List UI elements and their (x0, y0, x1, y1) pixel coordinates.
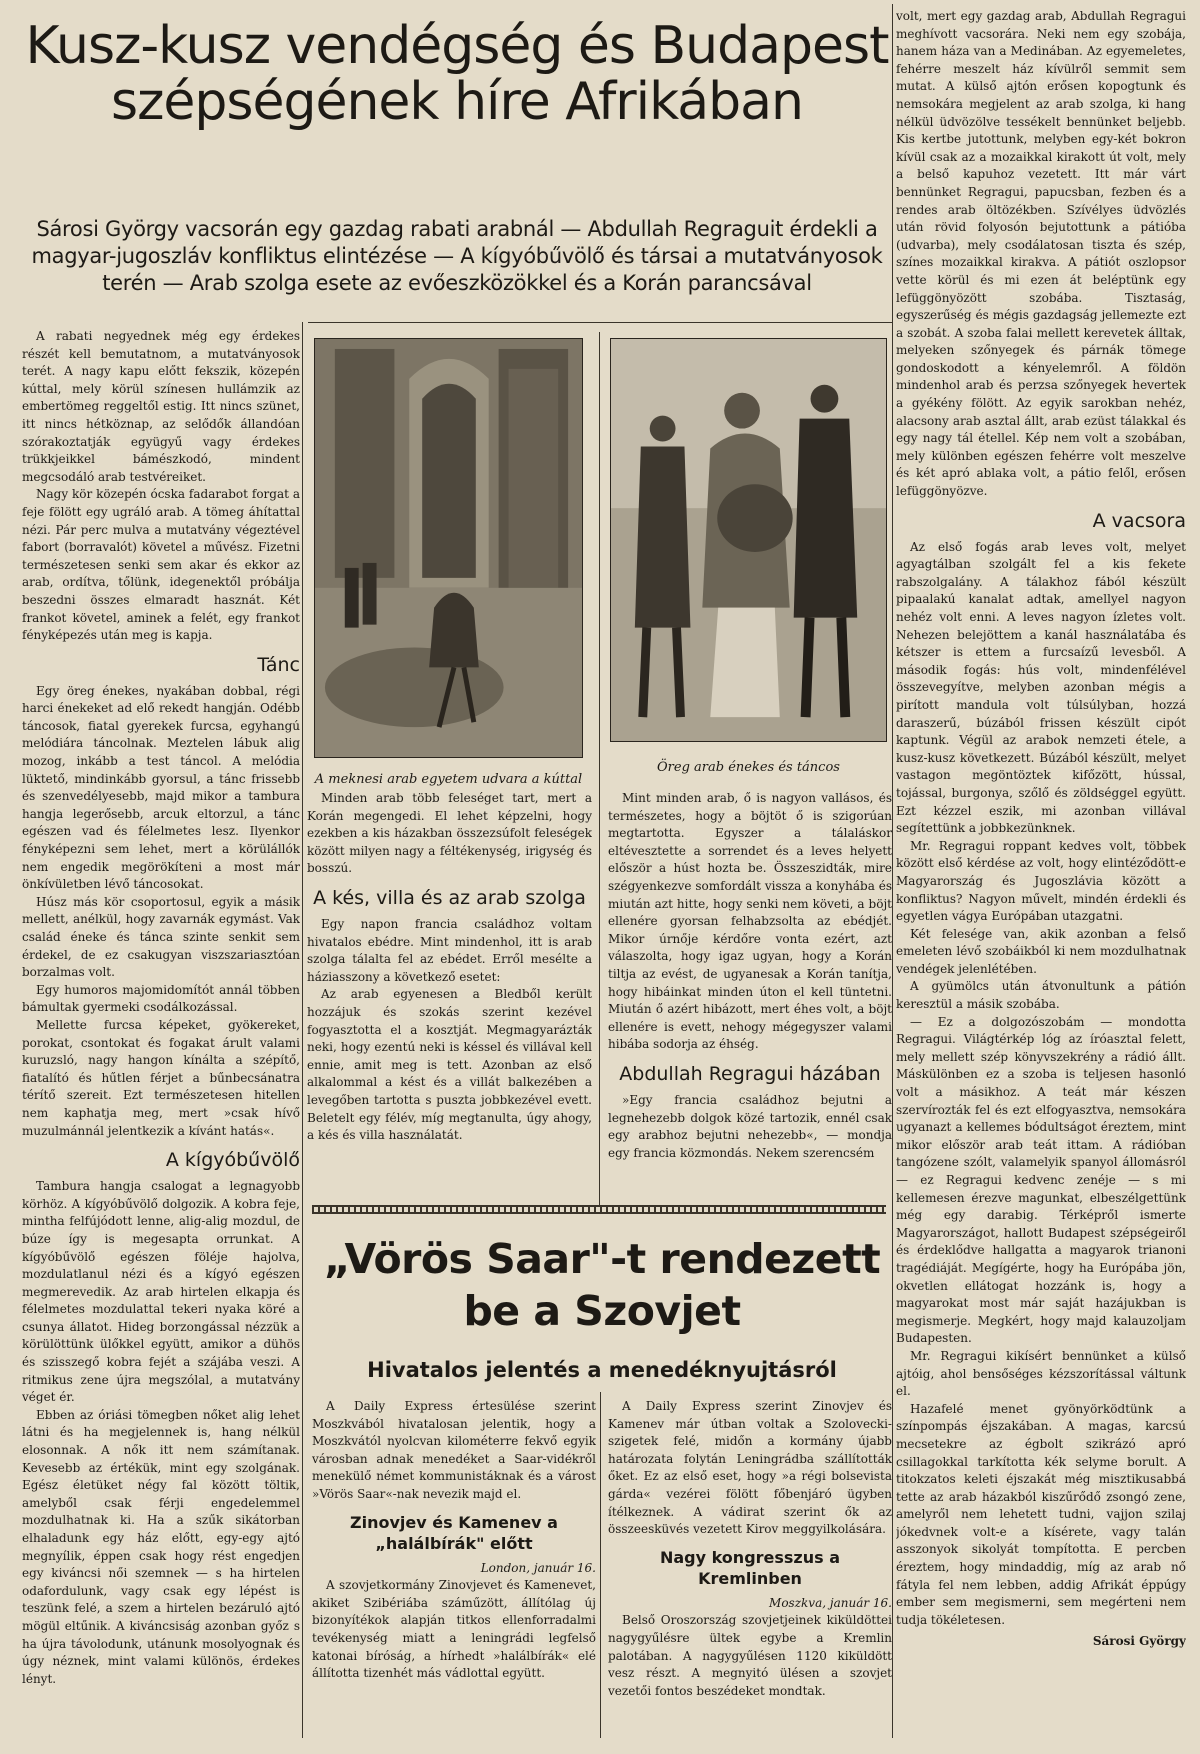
paragraph: Ebben az óriási tömegben nőket alig lehet látni és ha megjelennek is, hang nélkül elosonnak. A nők itt nem számítanak. Kevesebb az értékük, mint egy szolgának. Egész életüket négy fal között töltik, amelyből csak férji engedelemmel mozdulhatnak ki. Ha a szűk sikátorban elhaladunk egy ház előtt, egy-egy ajtó megnyílik, éppen csak hogy rést engedjen egy kiváncsi női szemnek — s ha hirtelen odafordulunk, vagy csak egy lépést is teszünk felé, a szem a hirtelen bezáruló ajtó mögül eltűnik. A kiváncsiság azonban győz s ha újra távolodunk, utánunk mosolyognak és úgy néznek, mint valami különös, érdekes lényt. (22, 1407, 300, 1686)
column-rule (892, 4, 893, 1738)
paragraph: Egy humoros majomidomítót annál többen bámultak gyermeki csodálkozással. (22, 982, 300, 1015)
paragraph: Húsz más kör csoportosul, egyik a másik mellett, anélkül, hogy zavarnák egymást. Vak család éneke és tánca szinte senkit sem érdekel, de ez csakugyan viszszariasztóan borzalmas volt. (22, 894, 300, 980)
headline: Kusz-kusz vendégség és Budapest szépségének híre Afrikában (25, 16, 889, 132)
paragraph: A Daily Express értesülése szerint Moszkvából hivatalosan jelentik, hogy a Moszkvától nyolcvan kilométerre fekvő egyik városban adnak menedéket a Saar-vidékről menekülő német kommunistáknak és a várost »Vörös Saar«-nak nevezik majd el. (312, 1399, 596, 1501)
section-rule (308, 322, 892, 323)
paragraph: A rabati negyednek még egy érdekes részét kell bemutatnom, a mutatványosok terét. A nagy kapu előtt fekszik, közepén kúttal, mely körül színesen hullámzik az embertömeg reggeltől estig. Itt nincs szünet, itt nincs hétköznap, az selődők állandóan szórakoztatják együgyű vagy érdekes trükkjeikkel bámészkodó, mindent megcsodáló arab testvéreiket. (22, 329, 300, 484)
paragraph: Belső Oroszország szovjetjeinek kiküldöttei nagygyűlésre ültek egybe a Kremlin palotában. A nagygyűlésen 1120 kiküldött vesz részt. A megnyitó ülésen a szovjet vezetői fontos beszédeket mondtak. (608, 1613, 892, 1698)
story2-column-1 (312, 1398, 596, 1738)
section-heading-abdullah: Abdullah Regragui házában (619, 1062, 881, 1085)
subheadline: Sárosi György vacsorán egy gazdag rabati arabnál — Abdullah Regraguit érdekli a magyar-jugoszláv konfliktus elintézése — A kígyóbűvölő és társai a mutatványosok terén — Arab szolga esete az evőeszközökkel és a Korán parancsával (31, 217, 883, 295)
paragraph: A gyümölcs után átvonultunk a pátión keresztül a másik szobába. (896, 979, 1186, 1012)
paragraph: Mr. Regragui kikísért bennünket a külső ajtóig, ahol bensőséges kézszorítással váltunk el. (896, 1348, 1186, 1399)
paragraph: — Ez a dolgozószobám — mondotta Regragui. Világtérkép lóg az íróasztal felett, mely mellett szép könyvszekrény a rádió állt. Máskülönben ez a szoba is teljesen hasonló volt a másikhoz. A teát már készen szervírozták fel és ezt elfogyasztva, nemsokára ugyanazt a kellemes bódultságot éreztem, mint mikor először arab teát ittam. A rádióban tangózene szólt, valamelyik spanyol állomásról — ez Regragui kedvenc zenéje — s mi kellemesen érezve magunkat, elbeszélgettünk még egy darabig. Térképről ismerte Magyarországot, hallott Budapest szépségeiről és érdeklődve hallgatta a magyarok trianoni tragédiáját. Megígérte, hogy ha Európába jön, okvetlen ellátogat hozzánk is, hogy a magyarokat most már saját hazájukban is megismerje. Megkért, hogy majd kalauzoljam Budapesten. (896, 1014, 1186, 1346)
story2-column-2 (608, 1398, 892, 1738)
paragraph: Tambura hangja csalogat a legnagyobb körhöz. A kígyóbűvölő dolgozik. A kobra feje, mintha felfújódott lenne, alig-alig mozdul, de búze így is megesapta orrunkat. A kígyóbűvölő egészen föléje hajolva, mozdulatlanul nézi és a kígyó egészen megmerevedik. Az arab hirtelen elkapja és félelmetes mozdulattal tekeri nyaka köré a csunya állatot. Hideg borzongással nézzük a körülöttünk ülőkkel együtt, amikor a dühös és szisszegő kobra fejét a szájába veszi. A ritmikus zene újra megszólal, a mutatvány véget ér. (22, 1179, 300, 1405)
column-rule (302, 322, 303, 1738)
article-column-2 (307, 790, 592, 1210)
author-signature: Sárosi György (1092, 1634, 1186, 1649)
paragraph: Mellette furcsa képeket, gyökereket, porokat, csontokat és fogakat árult valami kuruzsló, nagy hangon kínálta a szépítő, fiatalító és hűtlen férjet a bűnbecsánatra térítő szereit. Ezt természetesen hitellen nem kaphatja meg, mert »csak hívő muzulmánnál jelentkezik a kívánt hatás«. (22, 1017, 300, 1138)
story2-headline: „Vörös Saar"-t rendezett be a Szovjet (323, 1235, 881, 1335)
paragraph: »Egy francia családhoz bejutni a legnehezebb dolgok közé tartozik, ennél csak egy arabhoz bejutni nehezebb«, — mondja egy francia közmondás. Nekem szerencsém (608, 1092, 892, 1160)
dateline: Moszkva, január 16. (769, 1595, 892, 1610)
photo-caption: Öreg arab énekes és táncos (657, 760, 840, 775)
paragraph: A Daily Express szerint Zinovjev és Kamenev már útban voltak a Szolovecki-szigetek felé, midőn a kormány újabb határozata folytán Leningrádba szállították őket. Ez az első eset, hogy »a régi bolsevista gárda« vezérei fölött főbenjáró ügyben ítélkeznek. A vádirat szerint ők az összeesküvés vezetett Kirov meggyilkolására. (608, 1399, 892, 1537)
column-rule (599, 332, 600, 1206)
paragraph: Az arab egyenesen a Bledből került hozzájuk és szokás szerint kezével fogyasztotta el a kosztját. Megmagyarázták neki, hogy ezentú neki is késsel és villával kell ennie, amit meg is tett. Azonban az első alkalommal a kést és a villát balkezében a levegőben tartotta s puszta jobbkezével evett. Beletelt egy félév, míg megtanulta, úgy ahogy, a kés és villa használatát. (307, 987, 592, 1143)
section-heading-vacsora: A vacsora (1092, 509, 1186, 532)
paragraph: Hazafelé menet gyönyörködtünk a színpompás éjszakában. A magas, karcsú mecsetekre az égbolt szikrázó apró csillagokkal tarkította kék selyme borult. A titokzatos keleti éjszakát még misztikusabbá tette az arab házakból kiszűrődő zsongó zene, amelyről nem lehetett tudni, vajjon szilaj jókedvnek volt-e a kísérete, vagy talán asszonyok sikolyát tompította. E percben éreztem, hogy mindaddig, míg az arab nő fátyla fel nem lebben, addig Afrikát éppúgy ember sem megismerni, sem megérteni nem tudja tökéletesen. (896, 1401, 1186, 1627)
photo-university-courtyard (314, 338, 583, 758)
photo-caption: A meknesi arab egyetem udvara a kúttal (314, 772, 583, 787)
article-column-1 (22, 328, 300, 1738)
paragraph: Nagy kör közepén ócska fadarabot forgat a feje fölött egy ugráló arab. A tömeg áhítattal nézi. Pár perc mulva a mutatvány végeztével fabort (borravalót) követel a művész. Fizetni természetesen senki sem akar és ekkor az arab, ordítva, tőlünk, idegenektől próbálja beszedni összes elmaradt hasznát. Két frankot követel, aminek a felét, egy frankot fényképezés után meg is kapja. (22, 487, 300, 643)
section-heading-kongresszus: Nagy kongresszus a Kremlinben (659, 1547, 841, 1588)
singer-illustration (611, 339, 886, 741)
section-heading-zinovjev: Zinovjev és Kamenev a „halálbírák" előtt (350, 1512, 558, 1553)
paragraph: Mr. Regragui roppant kedves volt, többek között első kérdése az volt, hogy elintéződött-e Magyarország és Jugoszlávia között a konfliktus? Nagyon művelt, mindén érdekli és egyetlen vágya Európában utazgatni. (896, 838, 1186, 924)
section-heading-tanc: Tánc (257, 653, 300, 676)
paragraph: Egy napon francia családhoz voltam hivatalos ebédre. Mint mindenhol, itt is arab szolga tálalta fel az ebédet. Erről mesélte a háziasszony a következő esetet: (307, 916, 592, 984)
paragraph: Minden arab több feleséget tart, mert a Korán megengedi. El lehet képzelni, hogy ezekben a kis házakban összezsúfolt feleségek között milyen nagy a féltékenység, irigység és bosszú. (307, 791, 592, 876)
paragraph: volt, mert egy gazdag arab, Abdullah Regragui meghívott vacsorára. Neki nem egy szobája, hanem háza van a Medinában. Az egyemeletes, fehérre meszelt ház kívülről semmit sem mutat. A külső ajtón erősen kopogtunk és nemsokára megjelent az arab szolga, ki hang nélkül üdvözölve tessékelt bennünket beljebb. Kis kertbe jutottunk, melyben egy-két bokron kívül csak az a mozaikkal kirakott út volt, mely a belső kapuhoz vezetett. Itt már várt bennünket Regragui, papucsban, fezben és a rendes arab öltözékben. Szívélyes üdvözlés után rövid folyosón bejutottunk a pátióba (udvarba), mely csodálatosan tiszta és szép, színes mozaikkal kirakva. A pátiót oszlopsor vette körül és mi ezen át beléptünk egy lefüggönyözött szobába. Tisztaság, egyszerűség és mégis gazdagság jellemezte ezt a szobát. A szoba falai mellett kerevetek álltak, melyeken szőnyegek és párnák tömege gondoskodott a kényelemről. A földön mindenhol arab és perzsa szőnyegek hevertek a gyékény fölött. Az egyik sarokban nehéz, alacsony arab asztal állt, arab ezüst tálakkal és egy nagy tál étellel. Kép nem volt a szobában, mely különben egészen fehérre volt meszelve és két apró ablaka volt, a pátio felől, erősen lefüggönyözve. (896, 9, 1186, 499)
article-column-4 (896, 8, 1186, 1738)
section-heading-kes-villa: A kés, villa és az arab szolga (313, 886, 586, 909)
article-column-3 (608, 790, 892, 1210)
paragraph: Egy öreg énekes, nyakában dobbal, régi harci énekeket ad elő rekedt hangján. Odébb táncosok, fiatal gyerekek furcsa, egyhangú melódiára táncolnak. Meztelen lábuk alig mozog, inkább a test táncol. A melódia lüktető, mindinkább gyorsul, a tánc frissebb és szenvedélyesebb, majd mikor a tambura hangja legerősebb, arcuk eltorzul, a tánc egészen vad és félelmetes lesz. Ilyenkor fényképezni sem lehet, mert a körülállók nem engedik megörökíteni a most már önkívületben lévő táncosokat. (22, 683, 300, 892)
paragraph: Két felesége van, akik azonban a felső emeleten lévő szobáikból ki nem mozdulhatnak vendégek jelenlétében. (896, 926, 1186, 976)
story2-subhead: Hivatalos jelentés a menedéknyujtásról (367, 1358, 837, 1382)
column-rule (600, 1392, 601, 1738)
courtyard-illustration (315, 339, 582, 757)
dateline: London, január 16. (480, 1560, 596, 1575)
paragraph: A szovjetkormány Zinovjevet és Kamenevet, akiket Szibériába száműzött, állítólag új bizonyítékok alapján titkos ellenforradalmi tevékenység miatt a leningrádi legfelső katonai bíróság, a hírhedt »halálbírák« elé állította tizenhét más vádlottal együtt. (312, 1578, 596, 1681)
paragraph: Az első fogás arab leves volt, melyet agyagtálban szolgált fel a kis fekete rabszolgalány. A tálakhoz fából készült pipaalakú kanalat adtak, amellyel nagyon nehéz volt enni. A leves nagyon ízletes volt. Nehezen belejöttem a kanál használatába és kétszer is ettem a furcsaízű levesből. A második fogás: hús volt, mindenfélével összevegyítve, melyben azonban mégis a pirított mandula volt túlsúlyban, hozzá daraszerű, búzából frissen készült cipót kaptunk. Végül az arabok nemzeti étele, a kusz-kusz következett. Búzából készült, melyet vastagon megöntöztek kifőzött, hússal, tojással, burgonya, szőlő és zöldséggel együtt. Ezt kézzel eszik, mi azonban villával segítettünk a jobbkezünknek. (896, 539, 1186, 836)
section-heading-kigyobuvolo: A kígyóbűvölő (165, 1149, 300, 1172)
photo-singer-and-dancer (610, 338, 887, 742)
paragraph: Mint minden arab, ő is nagyon vallásos, és természetes, hogy a böjtöt ő is szigorúan megtartotta. Egyszer a tálaláskor eltévesztette a sorrendet és a leves helyett először a húst hozta be. Összeszidták, mire szégyenkezve somfordált vissza a konyhába és miután azt hitte, hogy senki nem követi, a böjt ellenére gyorsan felhabzsolta az ebédjét. Mikor úrnője kérdőre vonta ezért, azt válaszolta, hogy igaz ugyan, hogy a Korán tiltja az evést, de ugyanesak a Korán tanítja, hogy hibáinkat minden úton el kell tüntetni. Miután ő azért hibázott, mert éhes volt, a böjt ellenére is evett, nehogy mégegyszer valami hibába sodorja az éhség. (608, 791, 892, 1052)
